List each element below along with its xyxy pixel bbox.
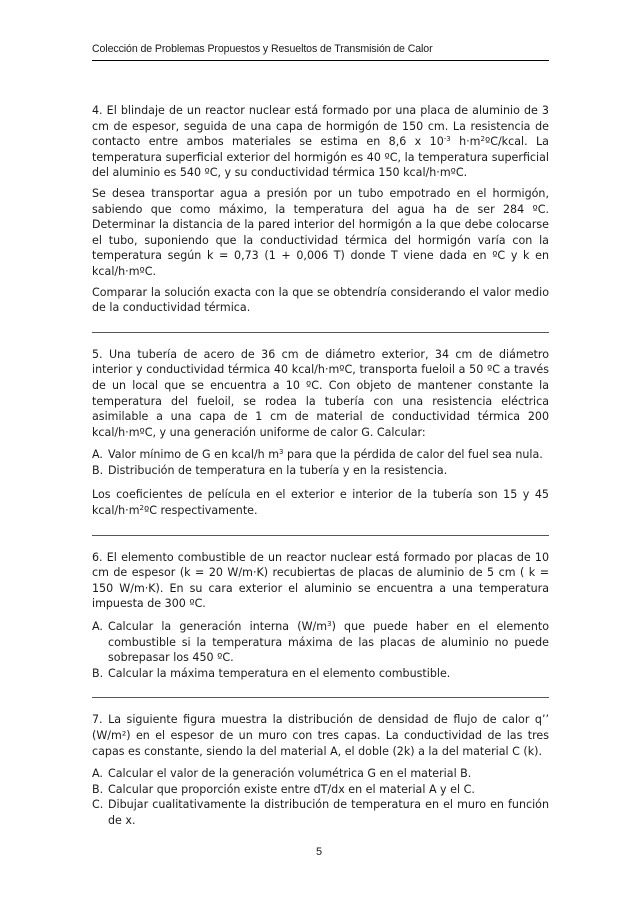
problem-5-statement: 5. Una tubería de acero de 36 cm de diámetro exterior, 34 cm de diámetro interior y conductividad térmica 40 kcal/h·mºC, transporta fueloil a 50 ºC a través de un local que se encuentra a 10 ºC. Con objeto de mantener constante la temperatura del fueloil, se rodea la tubería con una resistencia eléctrica asimilable a una capa de 1 cm de material de conductividad térmica 200 kcal/h·mºC, y una generación uniforme de calor G. Calcular:: [92, 347, 549, 439]
header-title: Colección de Problemas Propuestos y Resueltos de Transmisión de Calor: [92, 43, 433, 55]
list-item: B. Calcular la máxima temperatura en el elemento combustible.: [92, 666, 451, 680]
divider: [92, 332, 549, 333]
problem-6-statement: 6. El elemento combustible de un reactor nuclear está formado por placas de 10 cm de espesor (k = 20 W/m·K) recubiertas de placas de aluminio de 5 cm ( k = 150 W/m·K). En su cara exterior el aluminio se encuentra a una temperatura impuesta de 300 ºC.: [92, 550, 549, 611]
problem-7-list: [92, 766, 549, 828]
problem-4-paragraph-2: Se desea transportar agua a presión por un tubo empotrado en el hormigón, sabiendo que como máximo, la temperatura del agua ha de ser 284 ºC. Determinar la distancia de la pared interior del hormigón a la que debe colocarse el tubo, suponiendo que la conductividad térmica del hormigón varía con la temperatura según k = 0,73 (1 + 0,006 T) donde T viene dada en ºC y k en kcal/h·mºC.: [92, 186, 549, 278]
problem-5-paragraph-2: Los coeficientes de película en el exterior e interior de la tubería son 15 y 45 kcal/$h\cdot m^2ºC$ respectivamente.: [92, 488, 549, 518]
problem-6-list: [92, 619, 549, 681]
divider: [92, 697, 549, 698]
list-item: B. Calcular que proporción existe entre dT/dx en el material A y el C.: [92, 782, 475, 796]
page-header: [92, 43, 549, 61]
problem-7-statement: 7. La siguiente figura muestra la distribución de densidad de flujo de calor q’’ (W/m²) en el espesor de un muro con tres capas. La conductividad de las tres capas es constante, siendo la del material A, el doble (2k) a la del material C (k).: [92, 713, 549, 758]
list-item: B. Distribución de temperatura en la tubería y en la resistencia.: [92, 463, 448, 477]
problem-7: [92, 712, 549, 828]
problem-5-list: [92, 447, 549, 478]
divider: [92, 535, 549, 536]
list-item: A. Calcular la generación interna $(W/m^3)$ que puede haber en el elemento combustible si la temperatura máxima de las placas de aluminio no puede sobrepasar los 450 ºC.: [92, 620, 549, 665]
list-item: A. Valor mínimo de G en kcal/h $m^3$ para que la pérdida de calor del fuel sea nula.: [92, 448, 543, 462]
problem-4-statement: 4. El blindaje de un reactor nuclear está formado por una placa de aluminio de 3 cm de espesor, seguida de una capa de hormigón de 150 cm. La resistencia de contacto entre ambos materiales se estima en 8,6 x $10^{-3}$ $h\cdot m^2ºC$/kcal. La temperatura superficial exterior del hormigón es 40 ºC, la temperatura superficial del aluminio es 540 ºC, y su conductividad térmica 150 kcal/h·mºC.: [92, 104, 549, 180]
list-item: A. Calcular el valor de la generación volumétrica G en el material B.: [92, 767, 472, 781]
problem-4-paragraph-3: Comparar la solución exacta con la que se obtendría considerando el valor medio de la conductividad térmica.: [92, 285, 549, 315]
problem-4: [92, 103, 549, 316]
problem-5: [92, 347, 549, 519]
problem-6: [92, 550, 549, 682]
list-item: C. Dibujar cualitativamente la distribución de temperatura en el muro en función de x.: [92, 798, 549, 827]
page-content: [92, 103, 549, 838]
page-number: 5: [315, 846, 323, 858]
